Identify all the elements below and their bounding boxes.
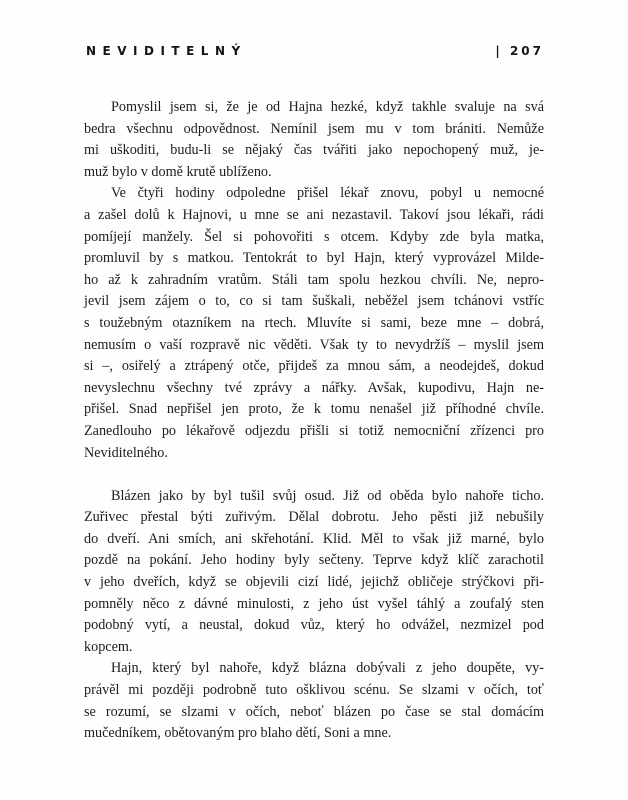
- text-line: a zašel dolů k Hajnovi, u mne se ani nezastavil. Takoví jsou lékaři, rádi: [84, 206, 544, 223]
- text-line: Neviditelného.: [84, 444, 168, 461]
- text-line: Zuřivec přestal býti zuřivým. Dělal dobrotu. Jeho pěsti již nebušily: [84, 509, 544, 526]
- text-line: mi uškoditi, budu-li se nějaký čas tvářiti jako nepochopený muž, je-: [84, 142, 544, 159]
- text-line: kopcem.: [84, 638, 133, 655]
- text-line: Zanedlouho po lékařově odjezdu přišli si totiž nemocniční zřízenci pro: [84, 422, 544, 439]
- text-line: podobný vytí, a neustal, dokud vůz, který ho odvážel, nezmizel pod: [84, 617, 544, 634]
- text-line: nemusím o vaší rozpravě nic věděti. Však ty to nevydržíš – myslil jsem: [84, 336, 544, 353]
- text-line: Pomyslil jsem si, že je od Hajna hezké, když takhle svaluje na svá: [111, 99, 544, 115]
- text-line: právěl mi později podrobně tuto ošklivou scénu. Se slzami v očích, toť: [84, 682, 544, 699]
- text-line: do dveří. Ani smích, ani skřehotání. Klid. Měl to však již marné, bylo: [84, 530, 544, 547]
- text-line: pomíjejí manžely. Šel si pohovořiti s otcem. Kdyby zde byla matka,: [84, 228, 544, 245]
- text-line: Blázen jako by byl tušil svůj osud. Již od oběda bylo nahoře ticho.: [111, 487, 544, 504]
- text-line: v jeho dveřích, když se objevili cizí lidé, jejichž obličeje strýčkovi při-: [84, 574, 544, 591]
- paragraph: [84, 97, 544, 183]
- page-number: | 207: [495, 44, 544, 58]
- text-line: muž bylo v domě krutě ublíženo.: [84, 163, 272, 180]
- text-line: pozdě na pokání. Jeho hodiny byly sečteny. Teprve když klíč zarachotil: [84, 552, 544, 569]
- text-line: bedra všechnu odpovědnost. Nemínil jsem mu v tom brániti. Nemůže: [84, 120, 544, 137]
- text-line: se rozumí, se slzami v očích, neboť blázen po čase se stal domácím: [84, 703, 544, 720]
- paragraph: [84, 658, 544, 744]
- running-title: NEVIDITELNÝ: [86, 44, 247, 58]
- text-line: mučedníkem, obětovaným pro blaho dětí, Soni a mne.: [84, 725, 392, 742]
- text-line: jevil jsem zájem o to, co si tam šuškali, neběžel jsem tchánovi vstříc: [84, 293, 544, 310]
- text-line: Hajn, který byl nahoře, když blázna dobývali z jeho doupěte, vy-: [111, 660, 544, 677]
- text-line: ho až k zahradním vratům. Stáli tam spolu hezkou chvíli. Ne, nepro-: [84, 271, 544, 288]
- text-line: Ve čtyři hodiny odpoledne přišel lékař znovu, pobyl u nemocné: [111, 185, 544, 202]
- text-line: pomněly něco z dávné minulosti, z jeho úst vyšel táhlý a zoufalý sten: [84, 595, 544, 612]
- text-line: s toužebným otazníkem na rtech. Mluvíte si sami, beze mne – dobrá,: [84, 314, 544, 331]
- running-header: [86, 44, 544, 58]
- page-body: [84, 97, 544, 745]
- text-line: promluvil by s matkou. Tentokrát to byl Hajn, který vyprovázel Milde-: [84, 250, 544, 267]
- text-line: nevyslechnu všechny tvé zprávy a nářky. Avšak, kupodivu, Hajn ne-: [84, 379, 544, 396]
- paragraph: [84, 486, 544, 659]
- paragraph: [84, 183, 544, 464]
- text-line: přišel. Snad nepřišel jen proto, že k tomu nenašel již příhodné chvíle.: [84, 401, 544, 418]
- text-line: si –, osiřelý a ztrápený otče, přijdeš za mnou sám, a neodejdeš, dokud: [84, 358, 544, 375]
